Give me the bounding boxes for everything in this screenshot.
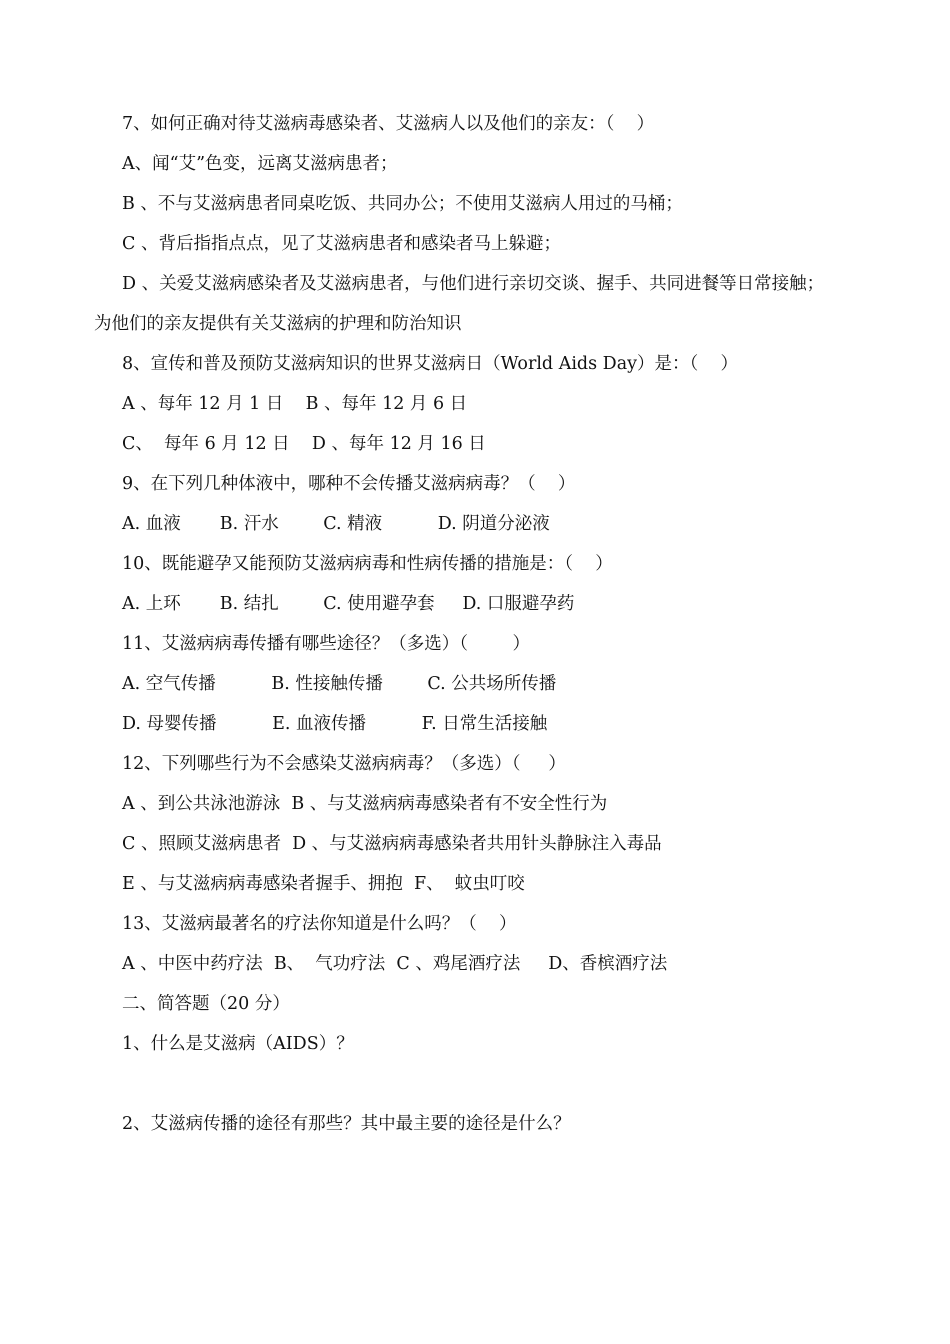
question-13-stem: 13、艾滋病最著名的疗法你知道是什么吗？（ ） — [122, 914, 517, 934]
question-7-option-c: C 、背后指指点点，见了艾滋病患者和感染者马上躲避； — [122, 234, 561, 254]
question-12-options-ef: E 、与艾滋病病毒感染者握手、拥抱 F、 蚊虫叮咬 — [122, 874, 525, 894]
question-11-stem: 11、艾滋病病毒传播有哪些途径？（多选）（ ） — [122, 634, 531, 654]
question-11-options-abc: A. 空气传播 B. 性接触传播 C. 公共场所传播 — [122, 674, 557, 694]
question-7-option-b: B 、不与艾滋病患者同桌吃饭、共同办公；不使用艾滋病人用过的马桶； — [122, 194, 683, 214]
question-7-option-d-continued: 为他们的亲友提供有关艾滋病的护理和防治知识 — [94, 314, 462, 334]
question-8-options-cd: C、 每年 6 月 12 日 D 、每年 12 月 16 日 — [122, 434, 486, 454]
question-7-option-d: D 、关爱艾滋病感染者及艾滋病患者，与他们进行亲切交谈、握手、共同进餐等日常接触； — [122, 274, 825, 294]
section-2-heading: 二、简答题（20 分） — [122, 994, 290, 1014]
question-9-stem: 9、在下列几种体液中，哪种不会传播艾滋病病毒？（ ） — [122, 474, 576, 494]
question-12-stem: 12、下列哪些行为不会感染艾滋病病毒？（多选）（ ） — [122, 754, 566, 774]
question-8-options-ab: A 、每年 12 月 1 日 B 、每年 12 月 6 日 — [122, 394, 468, 414]
question-7-option-a: A、闻“艾”色变，远离艾滋病患者； — [122, 154, 398, 174]
question-7-stem: 7、如何正确对待艾滋病毒感染者、艾滋病人以及他们的亲友：（ ） — [122, 114, 655, 134]
question-12-options-cd: C 、照顾艾滋病患者 D 、与艾滋病病毒感染者共用针头静脉注入毒品 — [122, 834, 662, 854]
question-11-options-def: D. 母婴传播 E. 血液传播 F. 日常生活接触 — [122, 714, 548, 734]
short-answer-question-2: 2、艾滋病传播的途径有那些？其中最主要的途径是什么？ — [122, 1114, 571, 1134]
question-8-stem: 8、宣传和普及预防艾滋病知识的世界艾滋病日（World Aids Day）是：（ ） — [122, 354, 739, 374]
question-9-options: A. 血液 B. 汗水 C. 精液 D. 阴道分泌液 — [122, 514, 550, 534]
question-13-options: A 、中医中药疗法 B、 气功疗法 C 、鸡尾酒疗法 D、香槟酒疗法 — [122, 954, 668, 974]
short-answer-question-1: 1、什么是艾滋病（AIDS）？ — [122, 1034, 354, 1054]
question-12-options-ab: A 、到公共泳池游泳 B 、与艾滋病病毒感染者有不安全性行为 — [122, 794, 608, 814]
question-10-options: A. 上环 B. 结扎 C. 使用避孕套 D. 口服避孕药 — [122, 594, 575, 614]
question-10-stem: 10、既能避孕又能预防艾滋病病毒和性病传播的措施是：（ ） — [122, 554, 613, 574]
